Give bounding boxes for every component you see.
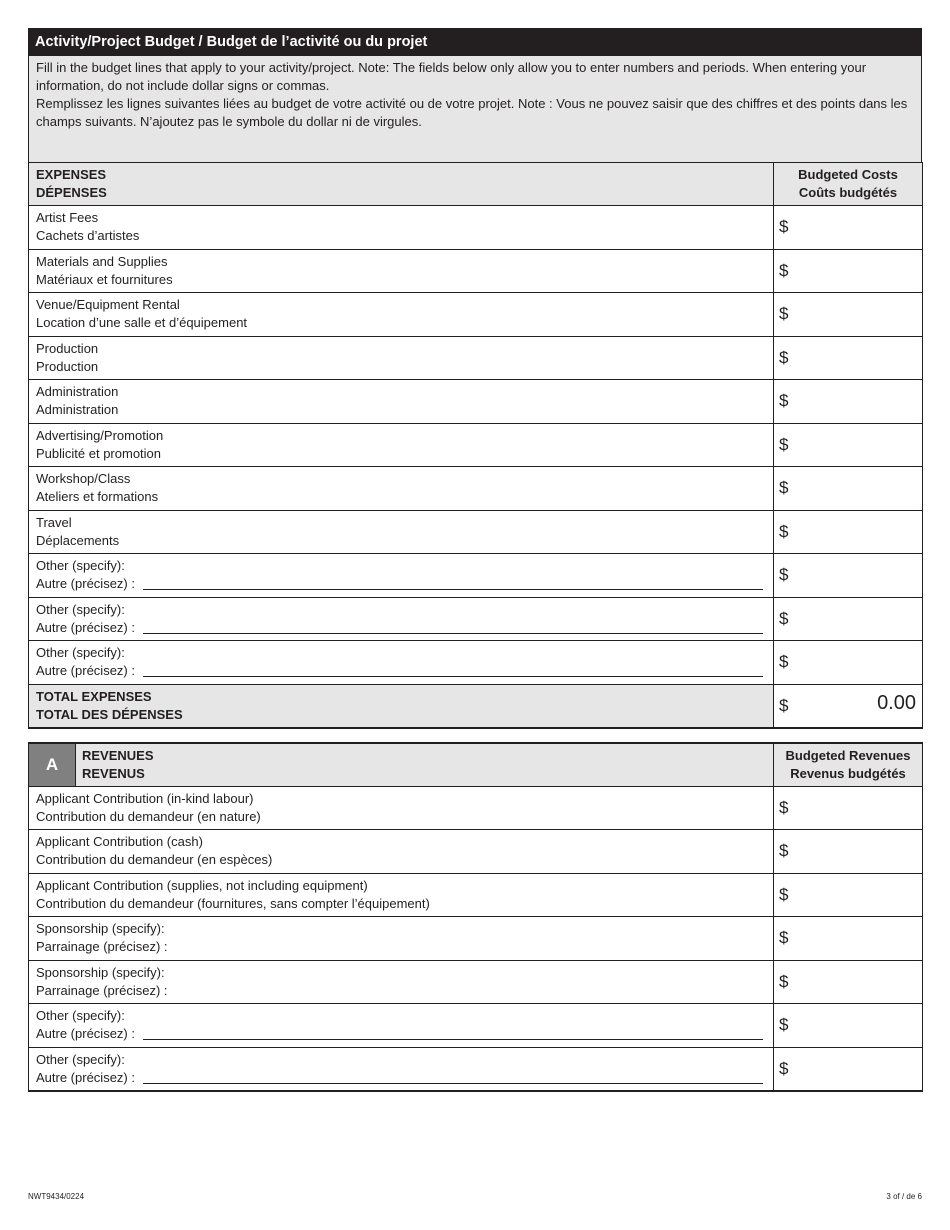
sponsorship-2-amount-field[interactable]: [774, 960, 923, 1004]
expenses-heading-en: EXPENSES: [36, 167, 107, 182]
production-amount-field[interactable]: [774, 336, 923, 380]
row-label-fr: Administration: [36, 402, 119, 418]
revenue-row-cash: [29, 830, 923, 874]
dollar-sign: $: [779, 478, 789, 498]
row-label-fr: Publicité et promotion: [36, 445, 162, 461]
row-label-fr: Matériaux et fournitures: [36, 271, 173, 287]
other-specify-input[interactable]: [143, 663, 763, 677]
total-expenses-label-fr: TOTAL DES DÉPENSES: [36, 706, 183, 722]
row-label-en: Applicant Contribution (supplies, not including equipment): [36, 877, 368, 893]
total-expenses-label-en: TOTAL EXPENSES: [36, 688, 152, 704]
row-label-fr: Contribution du demandeur (en nature): [36, 808, 261, 824]
dollar-sign: $: [779, 217, 789, 237]
revenues-table: [28, 742, 923, 1092]
section-a-badge: A: [29, 744, 76, 786]
venue-rental-amount-field[interactable]: [774, 293, 923, 337]
dollar-sign: $: [779, 884, 789, 904]
other-2-amount-field[interactable]: [774, 597, 923, 641]
row-label-fr: Location d’une salle et d’équipement: [36, 315, 248, 331]
row-label-en: Administration: [36, 384, 119, 400]
page-number: 3 of / de 6: [886, 1192, 922, 1201]
sponsorship-1-amount-field[interactable]: [774, 917, 923, 961]
row-label-en: Other (specify):: [36, 1051, 125, 1067]
other-specify-input[interactable]: [143, 1070, 763, 1084]
dollar-sign: $: [779, 652, 789, 672]
expenses-table: [28, 162, 923, 729]
row-label-en: Other (specify):: [36, 558, 125, 574]
travel-amount-field[interactable]: [774, 510, 923, 554]
row-label-fr: Contribution du demandeur (fournitures, sans compter l’équipement): [36, 895, 430, 911]
other-specify-input[interactable]: [143, 1026, 763, 1040]
revenue-row-in-kind: [29, 786, 923, 830]
advertising-amount-field[interactable]: [774, 423, 923, 467]
row-label-fr: Déplacements: [36, 532, 120, 548]
form-number: NWT9434/0224: [28, 1192, 85, 1201]
budgeted-costs-heading-fr: Coûts budgétés: [798, 185, 898, 200]
revenues-heading-fr: REVENUS: [82, 765, 145, 781]
materials-amount-field[interactable]: [774, 249, 923, 293]
other-3-amount-field[interactable]: [774, 641, 923, 685]
row-label-en: Travel: [36, 514, 72, 530]
administration-amount-field[interactable]: [774, 380, 923, 424]
row-label-en: Production: [36, 340, 99, 356]
other-specify-input[interactable]: [143, 620, 763, 634]
row-label-fr: Contribution du demandeur (en espèces): [36, 852, 273, 868]
cash-amount-field[interactable]: [774, 830, 923, 874]
dollar-sign: $: [779, 971, 789, 991]
revenues-header: [29, 743, 923, 787]
expense-row-venue-rental: [29, 293, 923, 337]
revenues-heading-en: REVENUES: [82, 747, 154, 763]
dollar-sign: $: [779, 841, 789, 861]
instructions-en: Fill in the budget lines that apply to your activity/project. Note: The fields below only allow you to enter numbers and periods. When entering your information, do not include dollar signs or commas.: [36, 60, 867, 93]
row-label-en: Venue/Equipment Rental: [36, 297, 180, 313]
row-label-fr: Autre (précisez) :: [36, 576, 135, 592]
dollar-sign: $: [779, 695, 789, 715]
dollar-sign: $: [779, 565, 789, 585]
row-label-fr: Ateliers et formations: [36, 489, 159, 505]
row-label-en: Other (specify):: [36, 645, 125, 661]
budgeted-costs-heading-en: Budgeted Costs: [798, 167, 898, 182]
dollar-sign: $: [779, 304, 789, 324]
expense-row-administration: [29, 380, 923, 424]
dollar-sign: $: [779, 347, 789, 367]
other-1-amount-field[interactable]: [774, 554, 923, 598]
expense-row-travel: [29, 510, 923, 554]
revenue-other-2-amount-field[interactable]: [774, 1047, 923, 1091]
revenue-row-sponsorship-1: [29, 917, 923, 961]
dollar-sign: $: [779, 608, 789, 628]
row-label-fr: Autre (précisez) :: [36, 663, 135, 679]
row-label-en: Materials and Supplies: [36, 253, 168, 269]
expense-row-other-2: [29, 597, 923, 641]
total-expenses-row: [29, 684, 923, 728]
section-title: Activity/Project Budget / Budget de l’activité ou du projet: [28, 28, 922, 56]
row-label-en: Workshop/Class: [36, 471, 131, 487]
row-label-en: Other (specify):: [36, 601, 125, 617]
budgeted-revenues-heading-en: Budgeted Revenues: [785, 747, 911, 763]
expenses-heading-fr: DÉPENSES: [36, 185, 107, 200]
revenue-other-1-amount-field[interactable]: [774, 1004, 923, 1048]
instructions-fr: Remplissez les lignes suivantes liées au budget de votre activité ou de votre projet. Note : Vous ne pouvez saisir que des chiffres et des points dans les champs suivants. N’ajoutez pas le symbole du dollar ni de virgules.: [36, 96, 908, 129]
total-expenses-field: [774, 684, 923, 728]
total-expenses-value: 0.00: [877, 691, 916, 714]
workshop-amount-field[interactable]: [774, 467, 923, 511]
revenue-row-supplies: [29, 873, 923, 917]
row-label-en: Applicant Contribution (in-kind labour): [36, 790, 254, 806]
dollar-sign: $: [779, 391, 789, 411]
dollar-sign: $: [779, 1058, 789, 1078]
dollar-sign: $: [779, 928, 789, 948]
row-label-fr: Production: [36, 358, 99, 374]
row-label-en: Applicant Contribution (cash): [36, 834, 203, 850]
row-label-fr: Parrainage (précisez) :: [36, 982, 168, 998]
instructions-panel: [28, 56, 922, 162]
dollar-sign: $: [779, 1015, 789, 1035]
row-label-en: Artist Fees: [36, 210, 99, 226]
dollar-sign: $: [779, 260, 789, 280]
budget-form: [28, 28, 922, 1092]
other-specify-input[interactable]: [143, 576, 763, 590]
dollar-sign: $: [779, 434, 789, 454]
expense-row-workshop: [29, 467, 923, 511]
revenue-row-sponsorship-2: [29, 960, 923, 1004]
revenue-row-other-1: [29, 1004, 923, 1048]
row-label-fr: Autre (précisez) :: [36, 1026, 135, 1042]
expense-row-materials: [29, 249, 923, 293]
row-label-en: Sponsorship (specify):: [36, 964, 165, 980]
budgeted-revenues-heading-fr: Revenus budgétés: [790, 765, 906, 781]
row-label-en: Advertising/Promotion: [36, 427, 164, 443]
expense-row-other-3: [29, 641, 923, 685]
expense-row-other-1: [29, 554, 923, 598]
expenses-header: [29, 163, 923, 206]
supplies-amount-field[interactable]: [774, 873, 923, 917]
in-kind-amount-field[interactable]: [774, 786, 923, 830]
revenue-row-other-2: [29, 1047, 923, 1091]
dollar-sign: $: [779, 797, 789, 817]
expense-row-artist-fees: [29, 206, 923, 250]
artist-fees-amount-field[interactable]: [774, 206, 923, 250]
row-label-en: Other (specify):: [36, 1008, 125, 1024]
row-label-fr: Autre (précisez) :: [36, 1069, 135, 1085]
expense-row-advertising: [29, 423, 923, 467]
row-label-fr: Parrainage (précisez) :: [36, 939, 168, 955]
dollar-sign: $: [779, 521, 789, 541]
expense-row-production: [29, 336, 923, 380]
row-label-fr: Autre (précisez) :: [36, 619, 135, 635]
row-label-en: Sponsorship (specify):: [36, 921, 165, 937]
row-label-fr: Cachets d’artistes: [36, 228, 140, 244]
